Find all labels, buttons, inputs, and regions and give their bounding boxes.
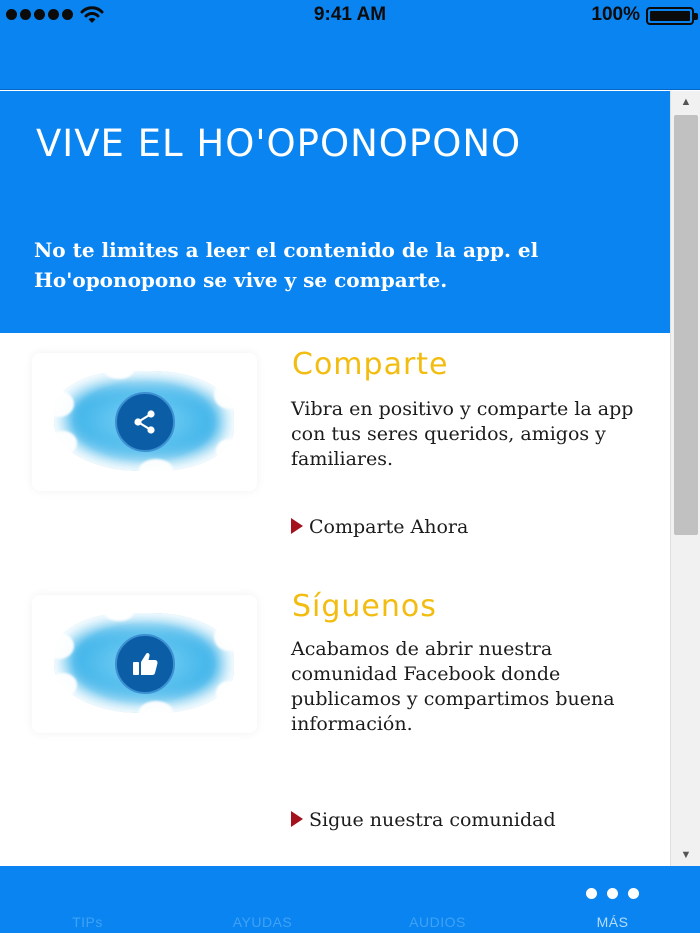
share-description: Vibra en positivo y comparte la app con tus seres queridos, amigos y familiares. <box>291 398 634 470</box>
share-image[interactable] <box>32 353 257 491</box>
share-title: Comparte <box>292 347 449 382</box>
scroll-thumb[interactable] <box>674 115 698 535</box>
thumbs-up-icon <box>115 634 175 694</box>
tab-tips-label: TIPs <box>72 914 103 930</box>
status-bar <box>0 0 700 30</box>
content-scroll-area[interactable] <box>0 91 670 866</box>
more-dots-icon <box>525 888 700 899</box>
tab-ayudas[interactable] <box>175 866 350 933</box>
hero-title: VIVE EL HO'OPONOPONO <box>36 122 522 165</box>
play-arrow-icon <box>291 811 303 827</box>
battery-icon <box>646 7 694 25</box>
hero-banner <box>0 91 670 333</box>
follow-image[interactable] <box>32 595 257 733</box>
scrollbar[interactable] <box>670 91 700 866</box>
tab-ayudas-label: AYUDAS <box>232 914 293 930</box>
share-now-link[interactable] <box>291 515 651 540</box>
scroll-down-arrow-icon[interactable]: ▼ <box>680 849 692 861</box>
tab-tips[interactable] <box>0 866 175 933</box>
status-time: 9:41 AM <box>313 4 387 25</box>
tab-mas[interactable] <box>525 866 700 933</box>
navigation-bar <box>0 30 700 90</box>
tab-audios[interactable] <box>350 866 525 933</box>
scroll-up-arrow-icon[interactable]: ▲ <box>680 96 692 108</box>
follow-community-link[interactable] <box>291 808 651 833</box>
share-icon <box>115 392 175 452</box>
tab-bar <box>0 866 700 933</box>
hero-subtitle: No te limites a leer el contenido de la app. el Ho'oponopono se vive y se comparte. <box>34 238 539 292</box>
follow-title: Síguenos <box>292 589 437 624</box>
share-now-label: Comparte Ahora <box>309 516 469 538</box>
tab-mas-label: MÁS <box>596 914 629 930</box>
follow-description: Acabamos de abrir nuestra comunidad Facebook donde publicamos y compartimos buena información. <box>291 638 615 735</box>
play-arrow-icon <box>291 518 303 534</box>
follow-community-label: Sigue nuestra comunidad <box>309 809 556 831</box>
tab-audios-label: AUDIOS <box>409 914 466 930</box>
battery-percentage: 100% <box>591 4 640 25</box>
